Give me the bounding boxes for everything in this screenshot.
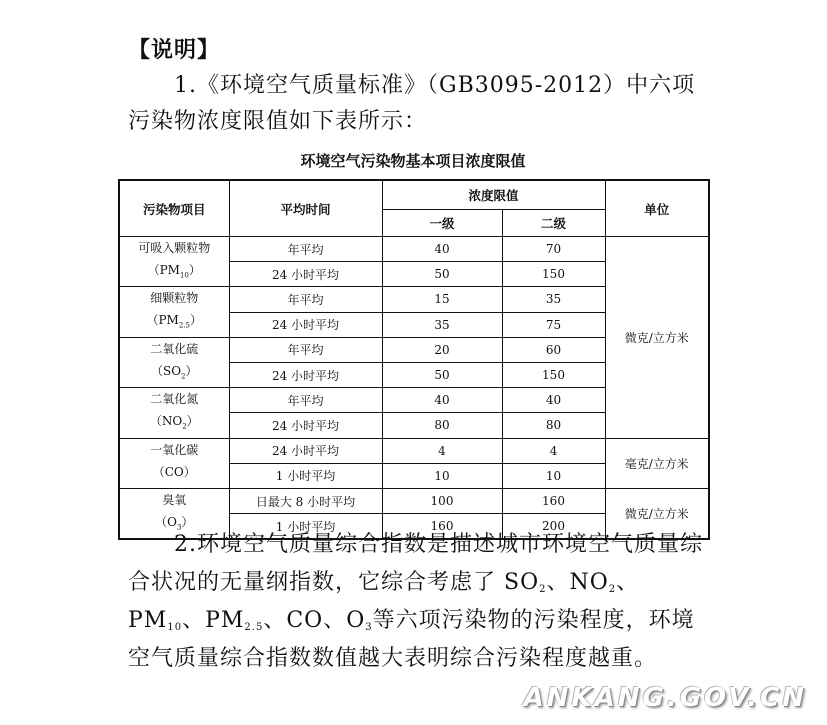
pollutant-abbr-wrap: $(O_3)$ — [155, 514, 194, 532]
para2-part5: 、CO、O — [263, 608, 366, 633]
averaging-period: 年平均 — [229, 337, 382, 362]
pollutant-name-cell — [119, 438, 229, 488]
table-title: 环境空气污染物基本项目浓度限值 — [300, 152, 526, 170]
grade-1-value: 40 — [382, 388, 502, 413]
grade-2-value: 150 — [502, 262, 605, 287]
pollutant-abbr-sub: 2 — [182, 422, 187, 431]
pollutant-name-cell — [119, 237, 229, 287]
grade-2-value: 75 — [502, 312, 605, 337]
para2-part3: 、PM — [128, 570, 640, 633]
pollutant-abbr: PM — [158, 313, 179, 328]
pollutant-name-cell — [119, 337, 229, 387]
pollutant-abbr: PM — [159, 263, 180, 277]
pollutant-name: 二氧化氮 — [150, 392, 199, 407]
table-row — [119, 237, 709, 262]
para2-sub5: 3 — [365, 622, 373, 633]
averaging-period: 24 小时平均 — [229, 438, 382, 463]
grade-1-value: 40 — [382, 237, 502, 262]
pollutant-abbr: CO — [164, 464, 184, 479]
para2-part4: 、PM — [182, 608, 245, 633]
pollutant-abbr-sub: 2 — [181, 372, 186, 381]
averaging-period: 年平均 — [229, 237, 382, 262]
averaging-period: 年平均 — [229, 388, 382, 413]
table-row — [119, 488, 709, 513]
averaging-period: 24 小时平均 — [229, 312, 382, 337]
averaging-period: 24 小时平均 — [229, 413, 382, 438]
table-header-row — [119, 180, 709, 210]
header-grade-2: 二级 — [502, 210, 605, 237]
averaging-period: 日最大 8 小时平均 — [229, 488, 382, 513]
para2-part1: 2.环境空气质量综合指数是描述城市环境空气质量综合状况的无量纲指数，它综合考虑了 SO — [128, 532, 703, 595]
grade-1-value: 160 — [382, 514, 502, 540]
grade-1-value: 50 — [382, 262, 502, 287]
averaging-period: 24 小时平均 — [229, 362, 382, 387]
grade-2-value: 35 — [502, 287, 605, 312]
header-grade-1: 一级 — [382, 210, 502, 237]
grade-2-value: 40 — [502, 388, 605, 413]
grade-1-value: 100 — [382, 488, 502, 513]
unit-microgram-ozone: 微克/立方米 — [605, 488, 709, 539]
grade-1-value: 35 — [382, 312, 502, 337]
header-item: 污染物项目 — [119, 180, 229, 237]
watermark: ANKANG.GOV.CN — [523, 683, 807, 713]
grade-1-value: 15 — [382, 287, 502, 312]
para2-sub1: 2 — [539, 584, 547, 595]
pollutant-abbr-wrap: （CO） — [152, 464, 196, 479]
pollutant-abbr-wrap: $(NO_2)$ — [149, 414, 199, 431]
pollutant-abbr-wrap: $(PM_{2.5})$ — [146, 313, 203, 330]
grade-2-value: 60 — [502, 337, 605, 362]
grade-1-value: 4 — [382, 438, 502, 463]
unit-microgram: 微克/立方米 — [605, 237, 709, 439]
grade-1-value: 80 — [382, 413, 502, 438]
table-row — [119, 438, 709, 463]
pollutant-name-cell — [119, 388, 229, 438]
pollutant-abbr-sub: 3 — [176, 523, 182, 532]
paragraph-1-text: 1.《环境空气质量标准》（GB3095-2012）中六项污染物浓度限值如下表所示： — [128, 73, 696, 134]
section-heading: 【说明】 — [128, 37, 221, 63]
paragraph-2 — [128, 526, 713, 678]
grade-2-value: 150 — [502, 362, 605, 387]
pollutant-name: 臭氧 — [162, 492, 187, 507]
pollutant-abbr: NO — [161, 414, 183, 429]
averaging-period: 24 小时平均 — [229, 262, 382, 287]
pollutant-abbr: O — [167, 514, 177, 529]
table-body — [119, 237, 709, 540]
pollutant-limits-table — [118, 179, 710, 540]
header-limit: 浓度限值 — [382, 180, 605, 210]
pollutant-name-cell — [119, 287, 229, 337]
pollutant-name: 一氧化碳 — [150, 442, 199, 457]
grade-2-value: 70 — [502, 237, 605, 262]
pollutant-name: 二氧化硫 — [150, 341, 199, 356]
averaging-period: 1 小时平均 — [229, 514, 382, 540]
para2-part6: 等六项污染物的污染程度，环境空气质量综合指数数值越大表明综合污染程度越重。 — [128, 608, 695, 671]
pollutant-name: 可吸入颗粒物 — [138, 241, 211, 255]
unit-milligram: 毫克/立方米 — [605, 438, 709, 488]
grade-2-value: 160 — [502, 488, 605, 513]
pollutant-abbr-sub: 2.5 — [178, 321, 190, 330]
header-unit: 单位 — [605, 180, 709, 237]
para2-sub4: 2.5 — [244, 622, 264, 633]
grade-2-value: 4 — [502, 438, 605, 463]
pollutant-abbr-sub: 10 — [179, 271, 189, 280]
grade-2-value: 200 — [502, 514, 605, 540]
grade-2-value: 80 — [502, 413, 605, 438]
grade-1-value: 10 — [382, 463, 502, 488]
grade-2-value: 10 — [502, 463, 605, 488]
para2-sub3: 10 — [167, 622, 183, 633]
header-period: 平均时间 — [229, 180, 382, 237]
para2-sub2: 2 — [608, 584, 617, 595]
averaging-period: 年平均 — [229, 287, 382, 312]
averaging-period: 1 小时平均 — [229, 463, 382, 488]
grade-1-value: 20 — [382, 337, 502, 362]
pollutant-abbr: SO — [162, 363, 182, 378]
para2-part2: 、NO — [546, 570, 609, 595]
pollutant-name: 细颗粒物 — [150, 291, 199, 306]
paragraph-1 — [128, 68, 713, 140]
pollutant-abbr-wrap: $(SO_2)$ — [150, 363, 198, 381]
pollutant-abbr-wrap: $(PM_{10})$ — [147, 263, 201, 280]
grade-1-value: 50 — [382, 362, 502, 387]
